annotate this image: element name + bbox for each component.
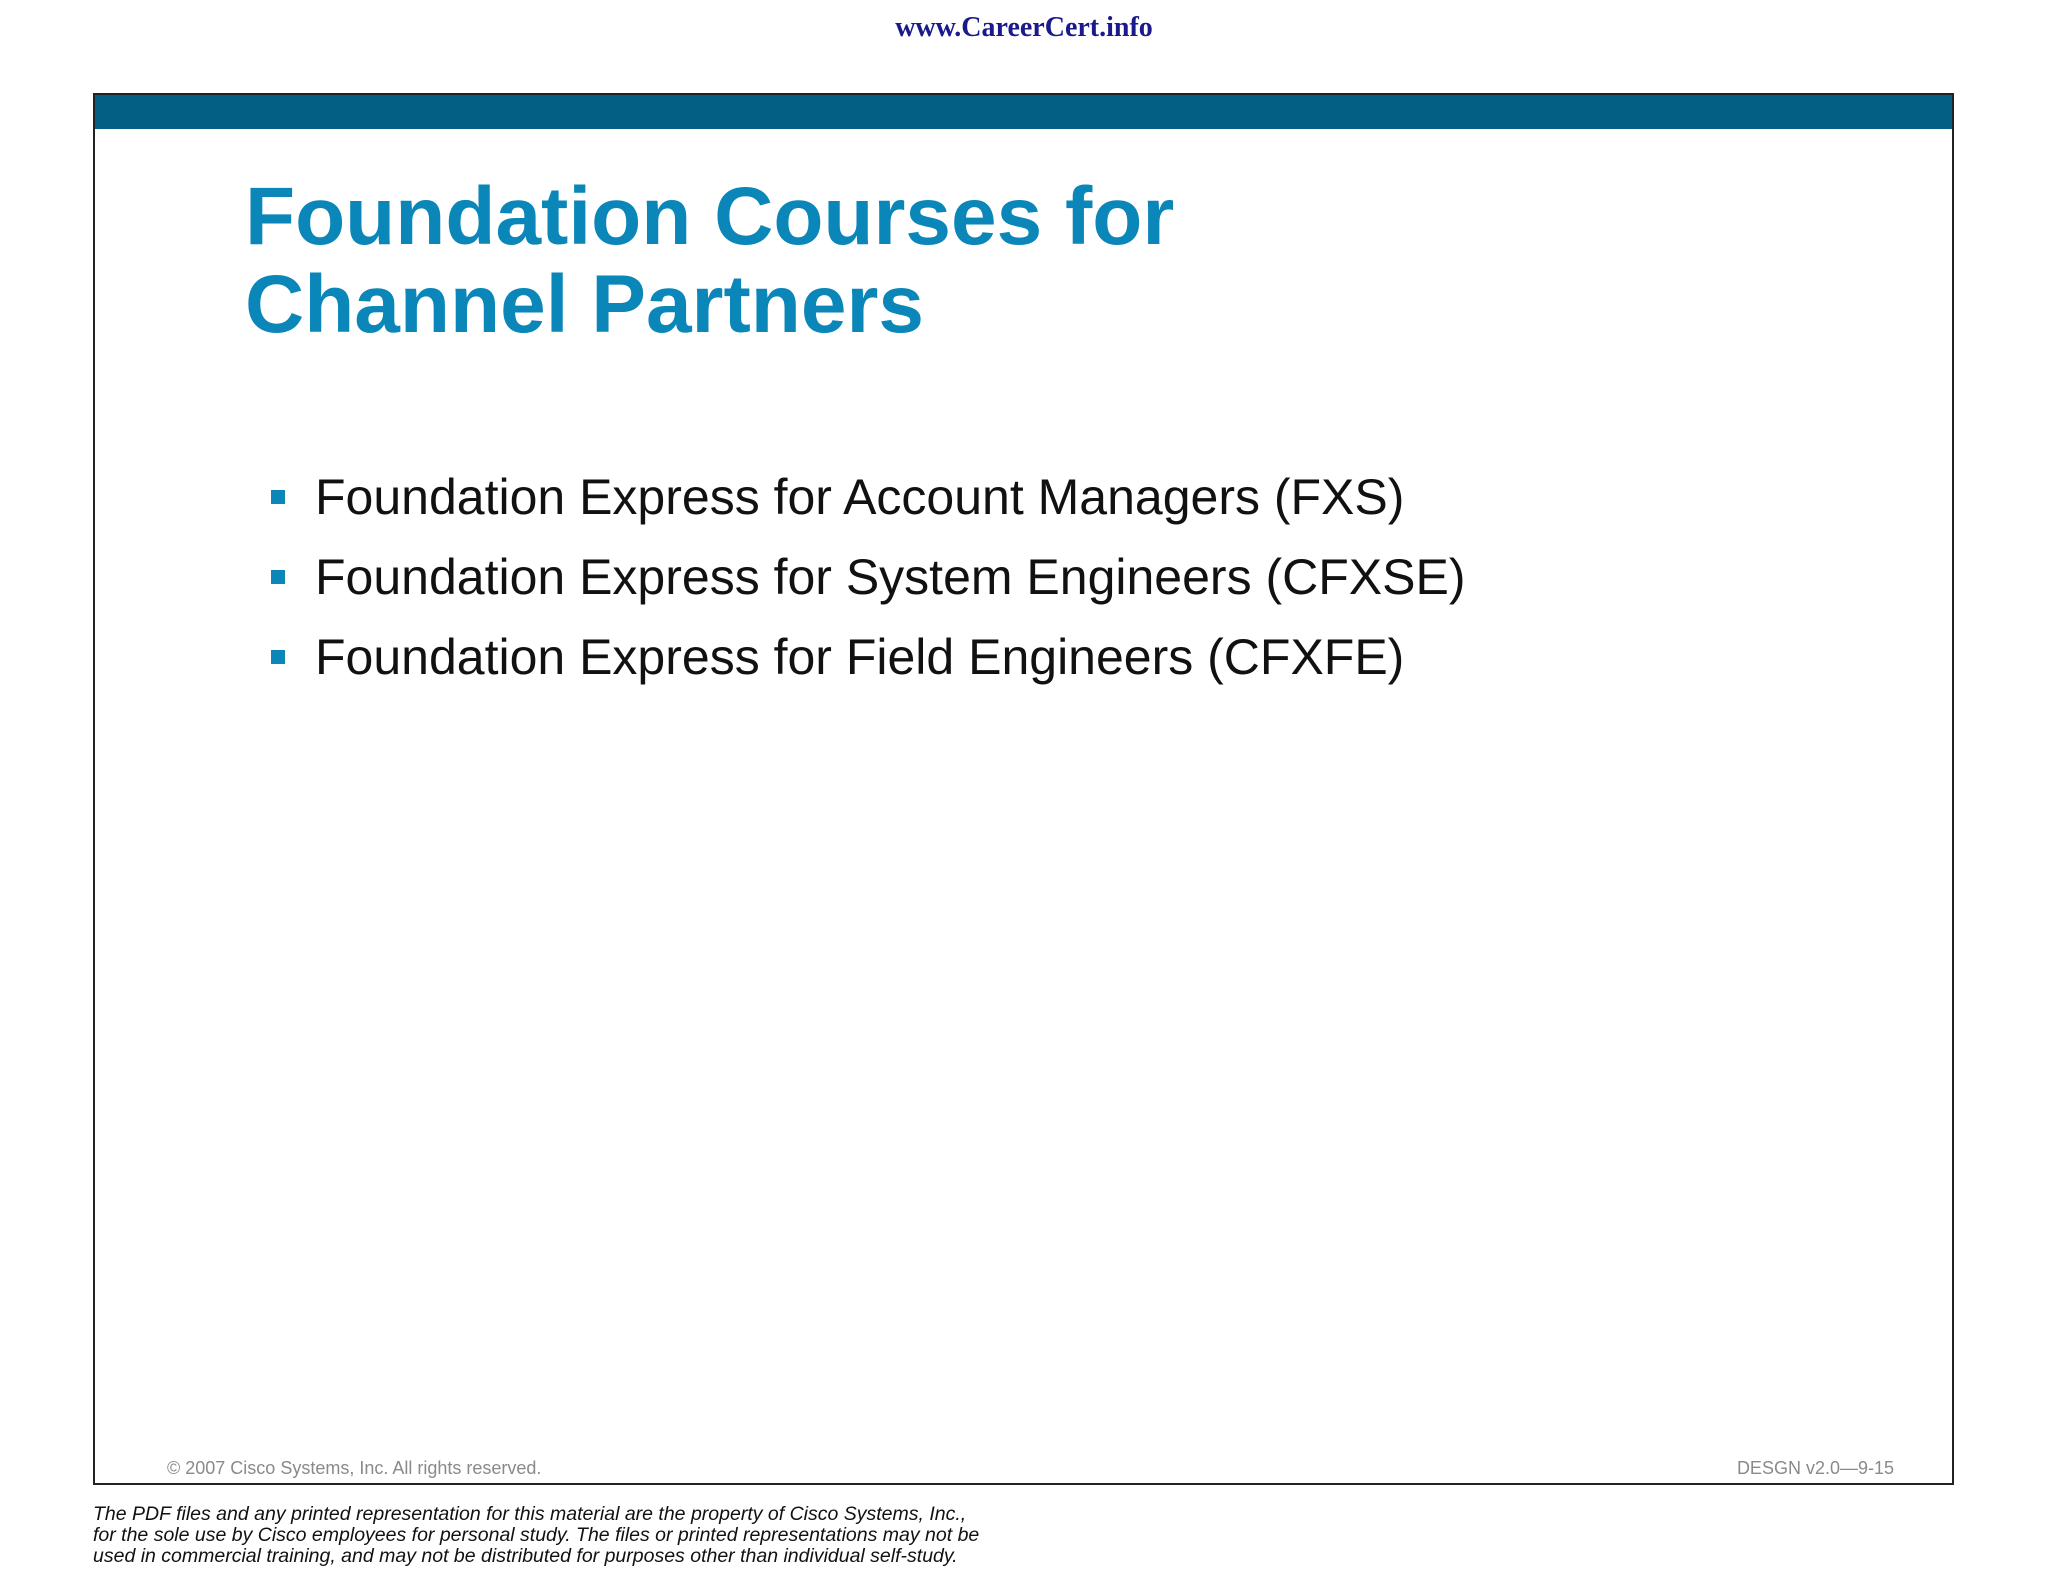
copyright-text: © 2007 Cisco Systems, Inc. All rights reserved.: [167, 1458, 542, 1478]
slide-title: [245, 173, 1745, 349]
square-bullet-icon: [271, 490, 285, 504]
bullet-text: Foundation Express for System Engineers (CFXSE): [315, 549, 1466, 605]
bullet-item: [271, 457, 1871, 537]
disclaimer-line-1: The PDF files and any printed representation for this material are the property of Cisco Systems, Inc.,: [93, 1503, 967, 1525]
bullet-list: [271, 457, 1871, 697]
disclaimer-line-3: used in commercial training, and may not be distributed for purposes other than individual self-study.: [93, 1545, 958, 1567]
disclaimer-line-2: for the sole use by Cisco employees for personal study. The files or printed representations may not be: [93, 1524, 980, 1546]
square-bullet-icon: [271, 570, 285, 584]
bullet-item: [271, 537, 1871, 617]
square-bullet-icon: [271, 650, 285, 664]
bullet-text: Foundation Express for Account Managers (FXS): [315, 469, 1405, 525]
slide-title-line-1: Foundation Courses for: [245, 171, 1175, 262]
slide-title-line-2: Channel Partners: [245, 259, 924, 350]
slide: [93, 93, 1954, 1485]
course-code: DESGN v2.0—9-15: [1736, 1458, 1894, 1478]
bullet-item: [271, 617, 1871, 697]
disclaimer: [93, 1504, 1293, 1567]
bullet-text: Foundation Express for Field Engineers (CFXFE): [315, 629, 1405, 685]
site-header-url: www.CareerCert.info: [895, 12, 1153, 43]
slide-footer: [167, 1458, 1894, 1479]
slide-header-bar: [95, 95, 1952, 129]
